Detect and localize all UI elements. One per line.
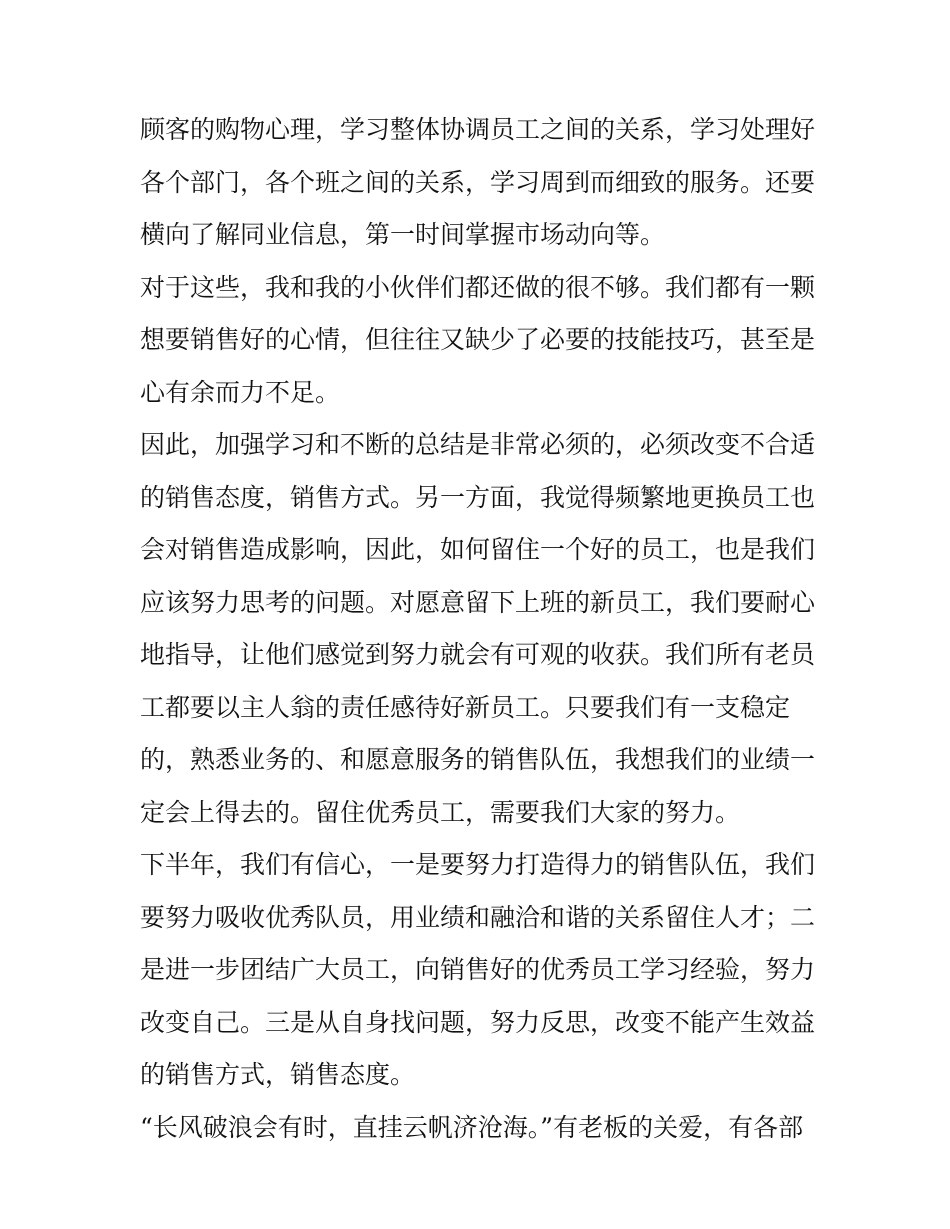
- text-line: “长风破浪会有时，直挂云帆济沧海。”有老板的关爱，有各部: [140, 1112, 804, 1142]
- text-line: 的销售态度，销售方式。另一方面，我觉得频繁地更换员工也: [140, 482, 816, 512]
- text-line: 会对销售造成影响，因此，如何留住一个好的员工，也是我们: [140, 535, 816, 564]
- body-text: [140, 104, 820, 1154]
- text-line: 各个部门，各个班之间的关系，学习周到而细致的服务。还要: [140, 167, 816, 197]
- text-line: 对于这些，我和我的小伙伴们都还做的很不够。我们都有一颗: [140, 272, 816, 302]
- text-line: 改变自己。三是从自身找问题，努力反思，改变不能产生效益: [140, 1007, 816, 1037]
- text-line: 横向了解同业信息，第一时间掌握市场动向等。: [140, 220, 666, 249]
- text-line: 定会上得去的。留住优秀员工，需要我们大家的努力。: [140, 797, 741, 827]
- text-line: 要努力吸收优秀队员，用业绩和融洽和谐的关系留住人才；二: [140, 902, 816, 932]
- text-line: 的，熟悉业务的、和愿意服务的销售队伍，我想我们的业绩一: [140, 745, 816, 774]
- text-line: 下半年，我们有信心，一是要努力打造得力的销售队伍，我们: [140, 850, 816, 879]
- text-line: 顾客的购物心理，学习整体协调员工之间的关系，学习处理好: [140, 115, 816, 144]
- text-line: 的销售方式，销售态度。: [140, 1060, 416, 1089]
- text-line: 工都要以主人翁的责任感待好新员工。只要我们有一支稳定: [140, 692, 791, 722]
- text-line: 想要销售好的心情，但往往又缺少了必要的技能技巧，甚至是: [140, 325, 816, 354]
- text-line: 心有余而力不足。: [140, 377, 341, 407]
- text-line: 是进一步团结广大员工，向销售好的优秀员工学习经验，努力: [140, 955, 816, 984]
- text-line: 地指导，让他们感觉到努力就会有可观的收获。我们所有老员: [140, 640, 816, 669]
- text-line: 应该努力思考的问题。对愿意留下上班的新员工，我们要耐心: [140, 587, 816, 617]
- text-line: 因此，加强学习和不断的总结是非常必须的，必须改变不合适: [140, 430, 816, 459]
